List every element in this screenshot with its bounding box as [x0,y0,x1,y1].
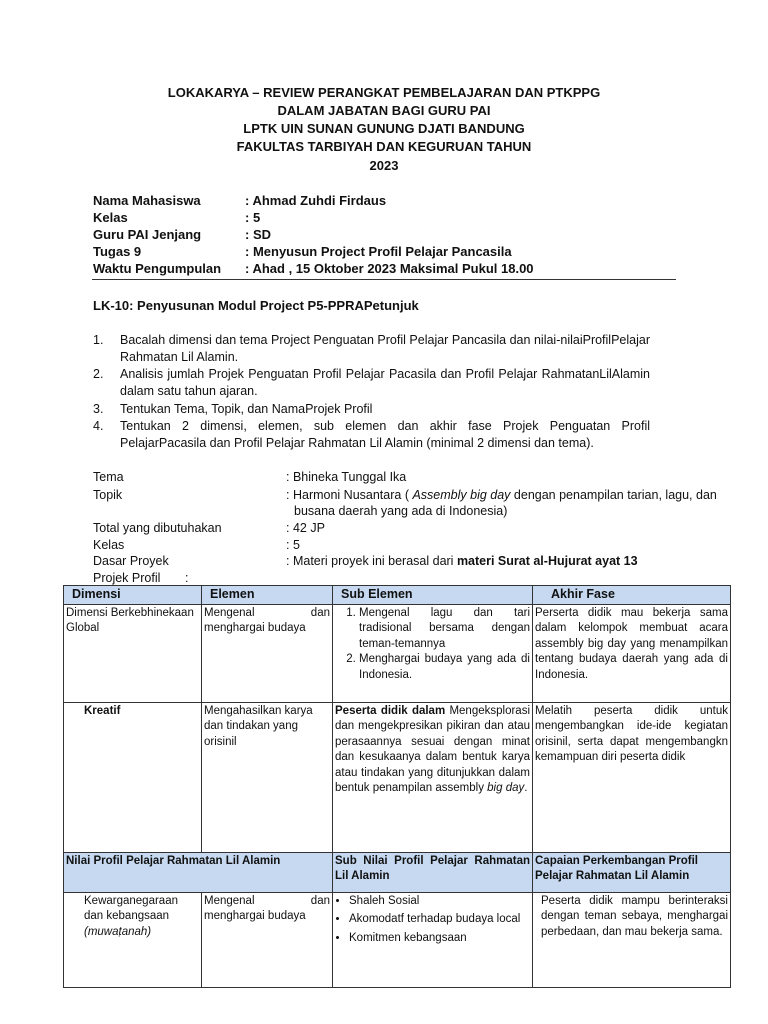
instruction-item [93,401,659,418]
cell-dimensi: Kreatif [64,702,202,852]
instruction-item [93,332,659,366]
cell-elemen: Mengahasilkan karya dan tindakan yang orisinil [202,702,333,852]
cell-elemen: Mengenal dan menghargai budaya [202,892,333,987]
cell-akhir-fase: Melatih peserta didik untuk mengembangkan ide-ide kegiatan orisinil, serta dapat mengembangkn kemampuan diri peserta didik [533,702,731,852]
instruction-item [93,366,659,400]
info-row-waktu [93,260,534,277]
meta-colon: : [286,521,290,535]
dasar-value-a: Materi proyek ini berasal dari [292,554,457,568]
info-label: Nama Mahasiswa [93,193,201,208]
instruction-number: 4. [93,419,104,433]
instruction-number: 3. [93,402,104,416]
list-item: 2. Menghargai budaya yang ada di Indonesia. [359,652,530,683]
total-value: 42 JP [292,521,325,535]
table-row [64,702,731,852]
instruction-text: Bacalah dimensi dan tema Project Penguatan Profil Pelajar Pancasila dan nilai-nilaiProfilPelajar Rahmatan Lil Alamin. [120,333,650,364]
header-akhir-fase: Akhir Fase [533,586,731,605]
header-elemen: Elemen [202,586,333,605]
header-capaian: Capaian Perkembangan Profil Pelajar Rahmatan Lil Alamin [533,852,731,892]
meta-value [286,537,726,553]
info-label: Guru PAI Jenjang [93,227,202,242]
table-row [64,892,731,987]
instruction-item [93,418,659,452]
info-label: Tugas 9 [93,244,142,259]
instruction-text: Analisis jumlah Projek Penguatan Profil Pelajar Pacasila dan Profil Pelajar RahmatanLilAlamin dalam satu tahun ajaran. [120,367,650,398]
sub-elemen-italic: big day [487,782,525,794]
info-value: : Ahad , 15 Oktober 2023 Maksimal Pukul 18.00 [245,261,534,276]
header-line-1: LOKAKARYA – REVIEW PERANGKAT PEMBELAJARAN DAN PTKPPG [167,85,601,100]
topik-value-italic: Assembly big day [412,488,511,502]
instruction-text: Tentukan Tema, Topik, dan NamaProjek Profil [120,402,373,416]
meta-value [286,469,726,485]
sub-elemen-bold: Peserta didik dalam [335,704,446,717]
topik-value-a: Harmoni Nusantara ( [292,488,413,502]
sub-elemen-text: Mengeksplorasi dan mengekpresikan pikiran dan atau perasaannya sesuai dengan minat dan kesukaanya dalam bentuk karya atau tindakan yang ditunjukkan dalam bentuk penampilan assembly [335,704,530,794]
list-item: 1. Mengenal lagu dan tari tradisional bersama dengan teman-temannya [359,606,530,653]
list-item: • Akomodatf terhadap budaya local [349,912,530,928]
divider [92,279,676,280]
cell-nilai [64,892,202,987]
header-line-5: 2023 [369,158,399,173]
meta-label: Kelas [93,538,125,552]
table-header-row-2 [64,852,731,892]
cell-elemen: Mengenal dan menghargai budaya [202,604,333,702]
topik-value-b: dengan penampilan tarian, lagu, dan busana daerah yang ada di Indonesia) [294,488,717,518]
instruction-text: Tentukan 2 dimensi, elemen, sub elemen dan akhir fase Projek Penguatan Profil PelajarPacasila dan Profil Pelajar Rahmatan Lil Alamin (minimal 2 dimensi dan tema). [120,419,650,450]
meta-label: Topik [93,488,123,502]
header-nilai-profil: Nilai Profil Pelajar Rahmatan Lil Alamin [64,852,333,892]
header-dimensi: Dimensi [64,586,202,605]
info-row-jenjang [93,226,271,243]
cell-sub-nilai [333,892,533,987]
meta-colon: : [286,470,290,484]
cell-sub-elemen [333,702,533,852]
info-row-tugas [93,243,512,260]
info-row-kelas [93,209,260,226]
header-sub-nilai: Sub Nilai Profil Pelajar Rahmatan Lil Alamin [333,852,533,892]
meta-colon: : [185,571,189,585]
cell-capaian: Peserta didik mampu berinteraksi dengan teman sebaya, menghargai perbedaan, dan mau bekerja sama. [533,892,731,987]
table-header-row [64,586,731,605]
nilai-italic: (muwaṭanah) [84,925,152,938]
instruction-number: 1. [93,333,104,347]
meta-value [286,520,726,536]
info-value: : SD [245,227,271,242]
list-item: • Shaleh Sosial [349,894,530,910]
header-sub-elemen: Sub Elemen [333,586,533,605]
meta-colon: : [286,488,290,502]
tema-value: Bhineka Tunggal Ika [292,470,407,484]
kelas-value: 5 [292,538,300,552]
info-label: Waktu Pengumpulan [93,261,222,276]
dasar-value-bold: materi Surat al-Hujurat ayat 13 [456,554,638,568]
header-line-2: DALAM JABATAN BAGI GURU PAI [277,103,491,118]
header-line-3: LPTK UIN SUNAN GUNUNG DJATI BANDUNG [243,121,525,136]
info-value: : Ahmad Zuhdi Firdaus [245,193,387,208]
meta-value [286,553,726,569]
project-table [63,585,731,988]
meta-colon: : [286,554,290,568]
sub-elemen-end: . [524,782,528,794]
meta-label: Tema [93,470,124,484]
cell-dimensi: Dimensi Berkebhinekaan Global [64,604,202,702]
list-item: • Komitmen kebangsaan [349,931,530,947]
sub-nilai-list [335,894,530,947]
meta-value [286,487,734,519]
sub-elemen-list [335,606,530,684]
lk-title: LK-10: Penyusunan Modul Project P5-PPRAPetunjuk [93,298,419,313]
meta-label: Projek Profil [93,571,161,585]
cell-akhir-fase: Perserta didik mau bekerja sama dalam kelompok membuat acara assembly big day yang menampilkan tentang budaya daerah yang ada di Indonesia. [533,604,731,702]
info-value: : 5 [245,210,261,225]
info-row-nama [93,192,386,209]
info-label: Kelas [93,210,128,225]
meta-label: Total yang dibutuhakan [93,521,222,535]
header-line-4: FAKULTAS TARBIYAH DAN KEGURUAN TAHUN [236,139,532,154]
meta-label: Dasar Proyek [93,554,169,568]
meta-colon: : [286,538,290,552]
info-value: : Menyusun Project Profil Pelajar Pancasila [245,244,512,259]
cell-sub-elemen [333,604,533,702]
table-row [64,604,731,702]
instruction-number: 2. [93,367,104,381]
nilai-text: Kewarganegaraan dan kebangsaan [84,894,178,922]
